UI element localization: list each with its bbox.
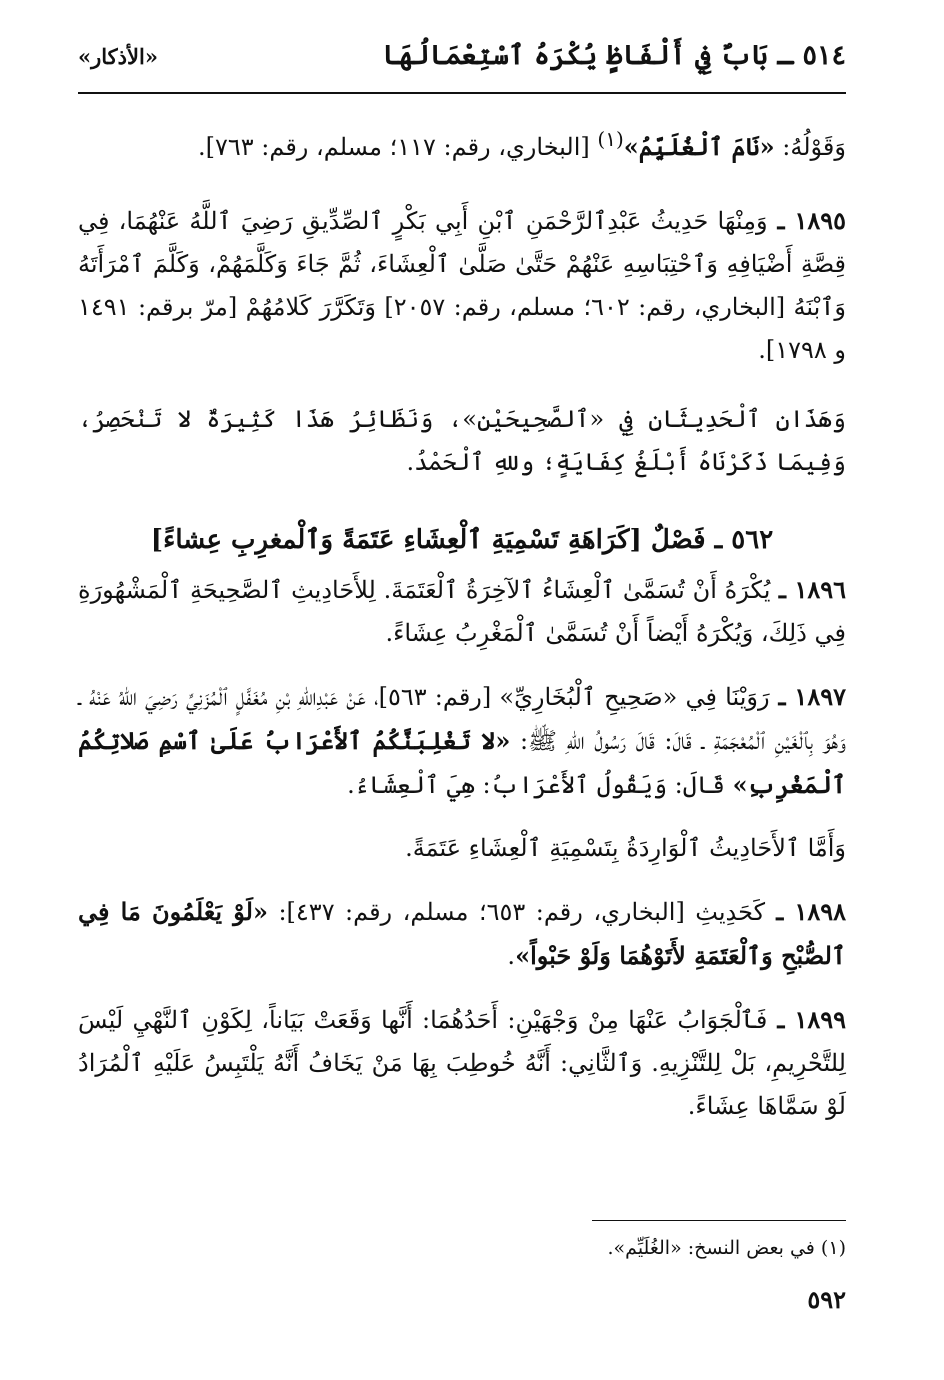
paragraph-text: كَحَدِيثِ [البخاري، رقم: ٦٥٣؛ مسلم، رقم: ٤٣٧]: xyxy=(268,898,766,926)
quote-rest: [البخاري، رقم: ١١٧؛ مسلم، رقم: ٧٦٣]. xyxy=(197,133,598,161)
paragraph-1896 xyxy=(78,568,846,655)
paragraph-narrations xyxy=(78,398,846,484)
paragraph-text: وَمِنْهَا حَدِيثُ عَبْدِٱلرَّحْمَنِ ٱبْنِ أَبِي بَكْرٍ ٱلصِّدِّيقِ رَضِيَ ٱللَّهُ عَنْهُمَا، فِي قِصَّةِ أَضْيَافِهِ وَٱحْتِبَاسِهِ عَنْهُمْ حَتَّىٰ صَلَّىٰ ٱلْعِشَاءَ، ثُمَّ جَاءَ وَكَلَّمَهُمْ، وَكَلَّمَ ٱمْرَأَتَهُ وَٱبْنَهُ [البخاري، رقم: ٦٠٢؛ مسلم، رقم: ٢٠٥٧] وَتَكَرَّرَ كَلامُهُمْ [مرّ برقم: ١٤٩١ و ١٧٩٨]. xyxy=(78,207,846,364)
paragraph-text: فَٱلْجَوَابُ عَنْهَا مِنْ وَجْهَيْنِ: أَحَدُهُمَا: أَنَّها وَقَعَتْ بَيَاناً، لِكَوْنِ ٱلنَّهْيِ لَيْسَ لِلتَّحْرِيمِ، بَلْ لِلتَّنْزِيهِ. وَٱلثَّانِي: أَنَّهُ خُوطِبَ بِهَا مَنْ يَخَافُ أَنَّهُ يَلْتَبِسُ عَلَيْهِ ٱلْمُرَادُ لَوْ سَمَّاهَا عِشَاءً. xyxy=(78,1006,846,1120)
paragraph-text: رَوَيْنَا فِي «صَحِيحِ ٱلْبُخَارِيِّ» [رقم: ٥٦٣]، عَنْ عَبْدِاللهِ بْنِ مُغَفَّلٍ ٱلْمُزَنِيِّ رَضِيَ اللهُ عَنْهُ ـ وَهُوَ بِٱلْغَيْنِ ٱلْمُعْجَمَةِ ـ قَالَ: قَالَ رَسُولُ اللهِ ﷺ: xyxy=(78,683,847,755)
paragraph-number: ١٨٩٨ ـ xyxy=(765,897,846,926)
hadith-quote: «لا تَغْلِبَنَّكُمُ ٱلأَعْرَابُ عَلَىٰ ٱسْمِ صَلاتِكُمُ ٱلْمَغْرِبِ» xyxy=(78,726,846,799)
paragraph-1897 xyxy=(78,675,846,807)
quote-bold: «نَامَ ٱلْغُلَيِّمُ» xyxy=(623,132,775,161)
paragraph-number: ١٨٩٧ ـ xyxy=(769,682,846,711)
paragraph-ahadith xyxy=(78,827,846,870)
book-title: «الأذكار» xyxy=(78,44,158,69)
quote-lead: وَقَوْلُهُ: xyxy=(774,133,846,161)
paragraph-1899 xyxy=(78,998,846,1128)
footnote-ref[interactable]: (١) xyxy=(597,127,624,151)
footnote-divider xyxy=(592,1220,846,1221)
paragraph-text-end: قَالَ: وَيَقُولُ ٱلأَعْرَابُ: هِيَ ٱلْعِشَاءُ. xyxy=(347,771,733,799)
running-header xyxy=(78,40,846,94)
paragraph-text: وَأَمَّا ٱلأَحَادِيثُ ٱلْوَارِدَةُ بِتَسْمِيَةِ ٱلْعِشَاءِ عَتَمَةً. xyxy=(405,834,846,862)
paragraph-text: وَهَذَانِ ٱلْحَدِيثَانِ فِي «ٱلصَّحِيحَيْنِ»، وَنَظَائِرُ هَذَا كَثِيرَةٌ لا تَنْحَصِرُ، وَفِيمَا ذَكَرْنَاهُ أَبْلَغُ كِفَايَةٍ؛ وللهِ ٱلْحَمْدُ. xyxy=(78,405,846,476)
page-number: ٥٩٢ xyxy=(807,1285,846,1314)
section-heading: ٥٦٢ ـ فَصْلٌ [كَرَاهَةِ تَسْمِيَةِ ٱلْعِشَاءِ عَتَمَةً وَٱلْمغرِبِ عِشاءً] xyxy=(150,525,774,555)
footnote: (١) في بعض النسخ: «الغُلَيِّم». xyxy=(607,1237,846,1259)
paragraph-number: ١٨٩٩ ـ xyxy=(767,1005,846,1034)
chapter-title: ٥١٤ ـ بَابٌ فِي أَلْفَاظٍ يُكْرَهُ ٱسْتِعْمَالُهَا xyxy=(382,40,846,71)
paragraph-end: . xyxy=(507,942,516,970)
paragraph-number: ١٨٩٦ ـ xyxy=(770,575,846,604)
paragraph-text: يُكْرَهُ أَنْ تُسَمَّىٰ ٱلْعِشَاءُ ٱلآخِرَةُ ٱلْعَتَمَةَ. لِلأَحَادِيثِ ٱلصَّحِيحَةِ ٱلْمَشْهُورَةِ فِي ذَلِكَ، وَيُكْرَهُ أَيْضاً أَنْ تُسَمَّىٰ ٱلْمَغْرِبُ عِشَاءً. xyxy=(78,576,846,647)
paragraph-1895 xyxy=(78,199,846,372)
paragraph-number: ١٨٩٥ ـ xyxy=(767,206,846,235)
hadith-quote: «لَوْ يَعْلَمُونَ مَا فِي ٱلصُّبْحِ وَٱلْعَتَمَةِ لأَتَوْهُمَا وَلَوْ حَبْواً» xyxy=(78,897,846,970)
page xyxy=(78,40,847,1314)
paragraph-1898 xyxy=(78,890,846,978)
quote-line xyxy=(78,118,846,169)
